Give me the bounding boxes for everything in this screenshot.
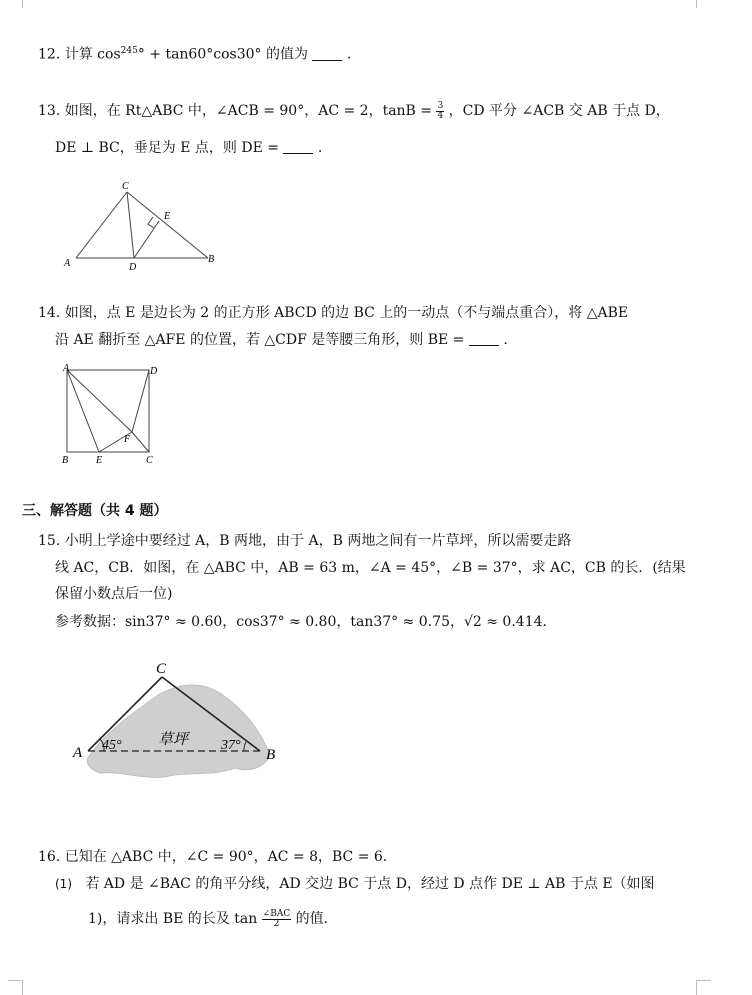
sub-question-number: (1) <box>55 877 72 891</box>
crop-mark-bottom-right <box>696 980 711 995</box>
q14-square-figure <box>58 362 168 468</box>
q13-triangle-figure <box>60 178 225 273</box>
label-d: D <box>129 262 137 273</box>
section-title: 三、解答题（共 4 题） <box>22 503 168 519</box>
question-number: 12. <box>38 46 61 63</box>
answer-blank <box>469 331 499 346</box>
label-e: E <box>164 211 171 222</box>
question-14-line-2: 沿 AE 翻折至 △AFE 的位置，若 △CDF 是等腰三角形，则 BE = . <box>55 332 508 348</box>
label-b: B <box>62 455 69 466</box>
question-number: 13. <box>38 103 61 119</box>
answer-blank <box>312 46 342 61</box>
question-12: 12. 计算 $\cos^{245}^\circ + \tan 60^\circ\cos 30^\circ$ 的值为 . <box>38 46 352 63</box>
question-number: 16. <box>38 849 61 865</box>
angle-b-label: 37° <box>221 738 241 753</box>
label-c: C <box>122 181 129 192</box>
angle-a-label: 45° <box>102 738 122 753</box>
question-15-line-3: 保留小数点后一位) <box>55 586 173 602</box>
label-b: B <box>266 747 276 763</box>
question-13-line-1: 13. 如图，在 Rt△ABC 中，∠ACB = 90°，AC = 2，tanB = $\frac{3}{4}$ ，CD 平分 ∠ACB 交 AB 于点 D， <box>38 100 670 121</box>
label-a: A <box>63 363 70 374</box>
question-15-line-4: 参考数据：sin37° ≈ 0.60，cos37° ≈ 0.80，tan37° ≈ 0.75，√2 ≈ 0.414． <box>55 614 557 630</box>
crop-mark-top-right <box>696 0 711 8</box>
label-f: F <box>124 434 131 445</box>
crop-mark-top-left <box>8 0 23 8</box>
fraction: $\frac{3}{4}$ <box>437 100 444 121</box>
lawn-label: 草坪 <box>158 732 189 748</box>
question-number: 15. <box>38 533 61 549</box>
question-16-sub1-line-2: 1)，请求出 BE 的长及 tan $\frac{\text{∠BAC}}{2}$ 的值． <box>88 908 338 929</box>
label-d: D <box>150 366 158 377</box>
label-a: A <box>64 258 71 269</box>
question-number: 14. <box>38 305 61 321</box>
label-b: B <box>208 254 215 265</box>
label-c: C <box>146 455 153 466</box>
label-c: C <box>156 661 167 677</box>
question-16-line-1: 16. 已知在 △ABC 中，∠C = 90°，AC = 8，BC = 6． <box>38 849 397 865</box>
question-15-line-1: 15. 小明上学途中要经过 A，B 两地，由于 A，B 两地之间有一片草坪，所以需要走路 <box>38 533 572 549</box>
crop-mark-bottom-left <box>8 980 23 995</box>
question-16-sub1-line-1: (1) 若 AD 是 ∠BAC 的角平分线，AD 交边 BC 于点 D，经过 D 点作 DE ⊥ AB 于点 E（如图 <box>55 876 655 892</box>
question-14-line-1: 14. 如图，点 E 是边长为 2 的正方形 ABCD 的边 BC 上的一动点（不与端点重合），将 △ABE <box>38 305 629 321</box>
label-a: A <box>73 745 83 761</box>
q15-lawn-figure <box>70 655 290 790</box>
answer-blank <box>283 139 313 154</box>
fraction: $\frac{\text{∠BAC}}{2}$ <box>262 908 291 929</box>
label-e: E <box>96 455 103 466</box>
question-15-line-2: 线 AC，CB．如图，在 △ABC 中，AB = 63 m，∠A = 45°，∠B = 37°，求 AC，CB 的长．(结果 <box>55 560 686 576</box>
question-13-line-2: DE ⊥ BC，垂足为 E 点，则 DE = . <box>55 140 323 156</box>
